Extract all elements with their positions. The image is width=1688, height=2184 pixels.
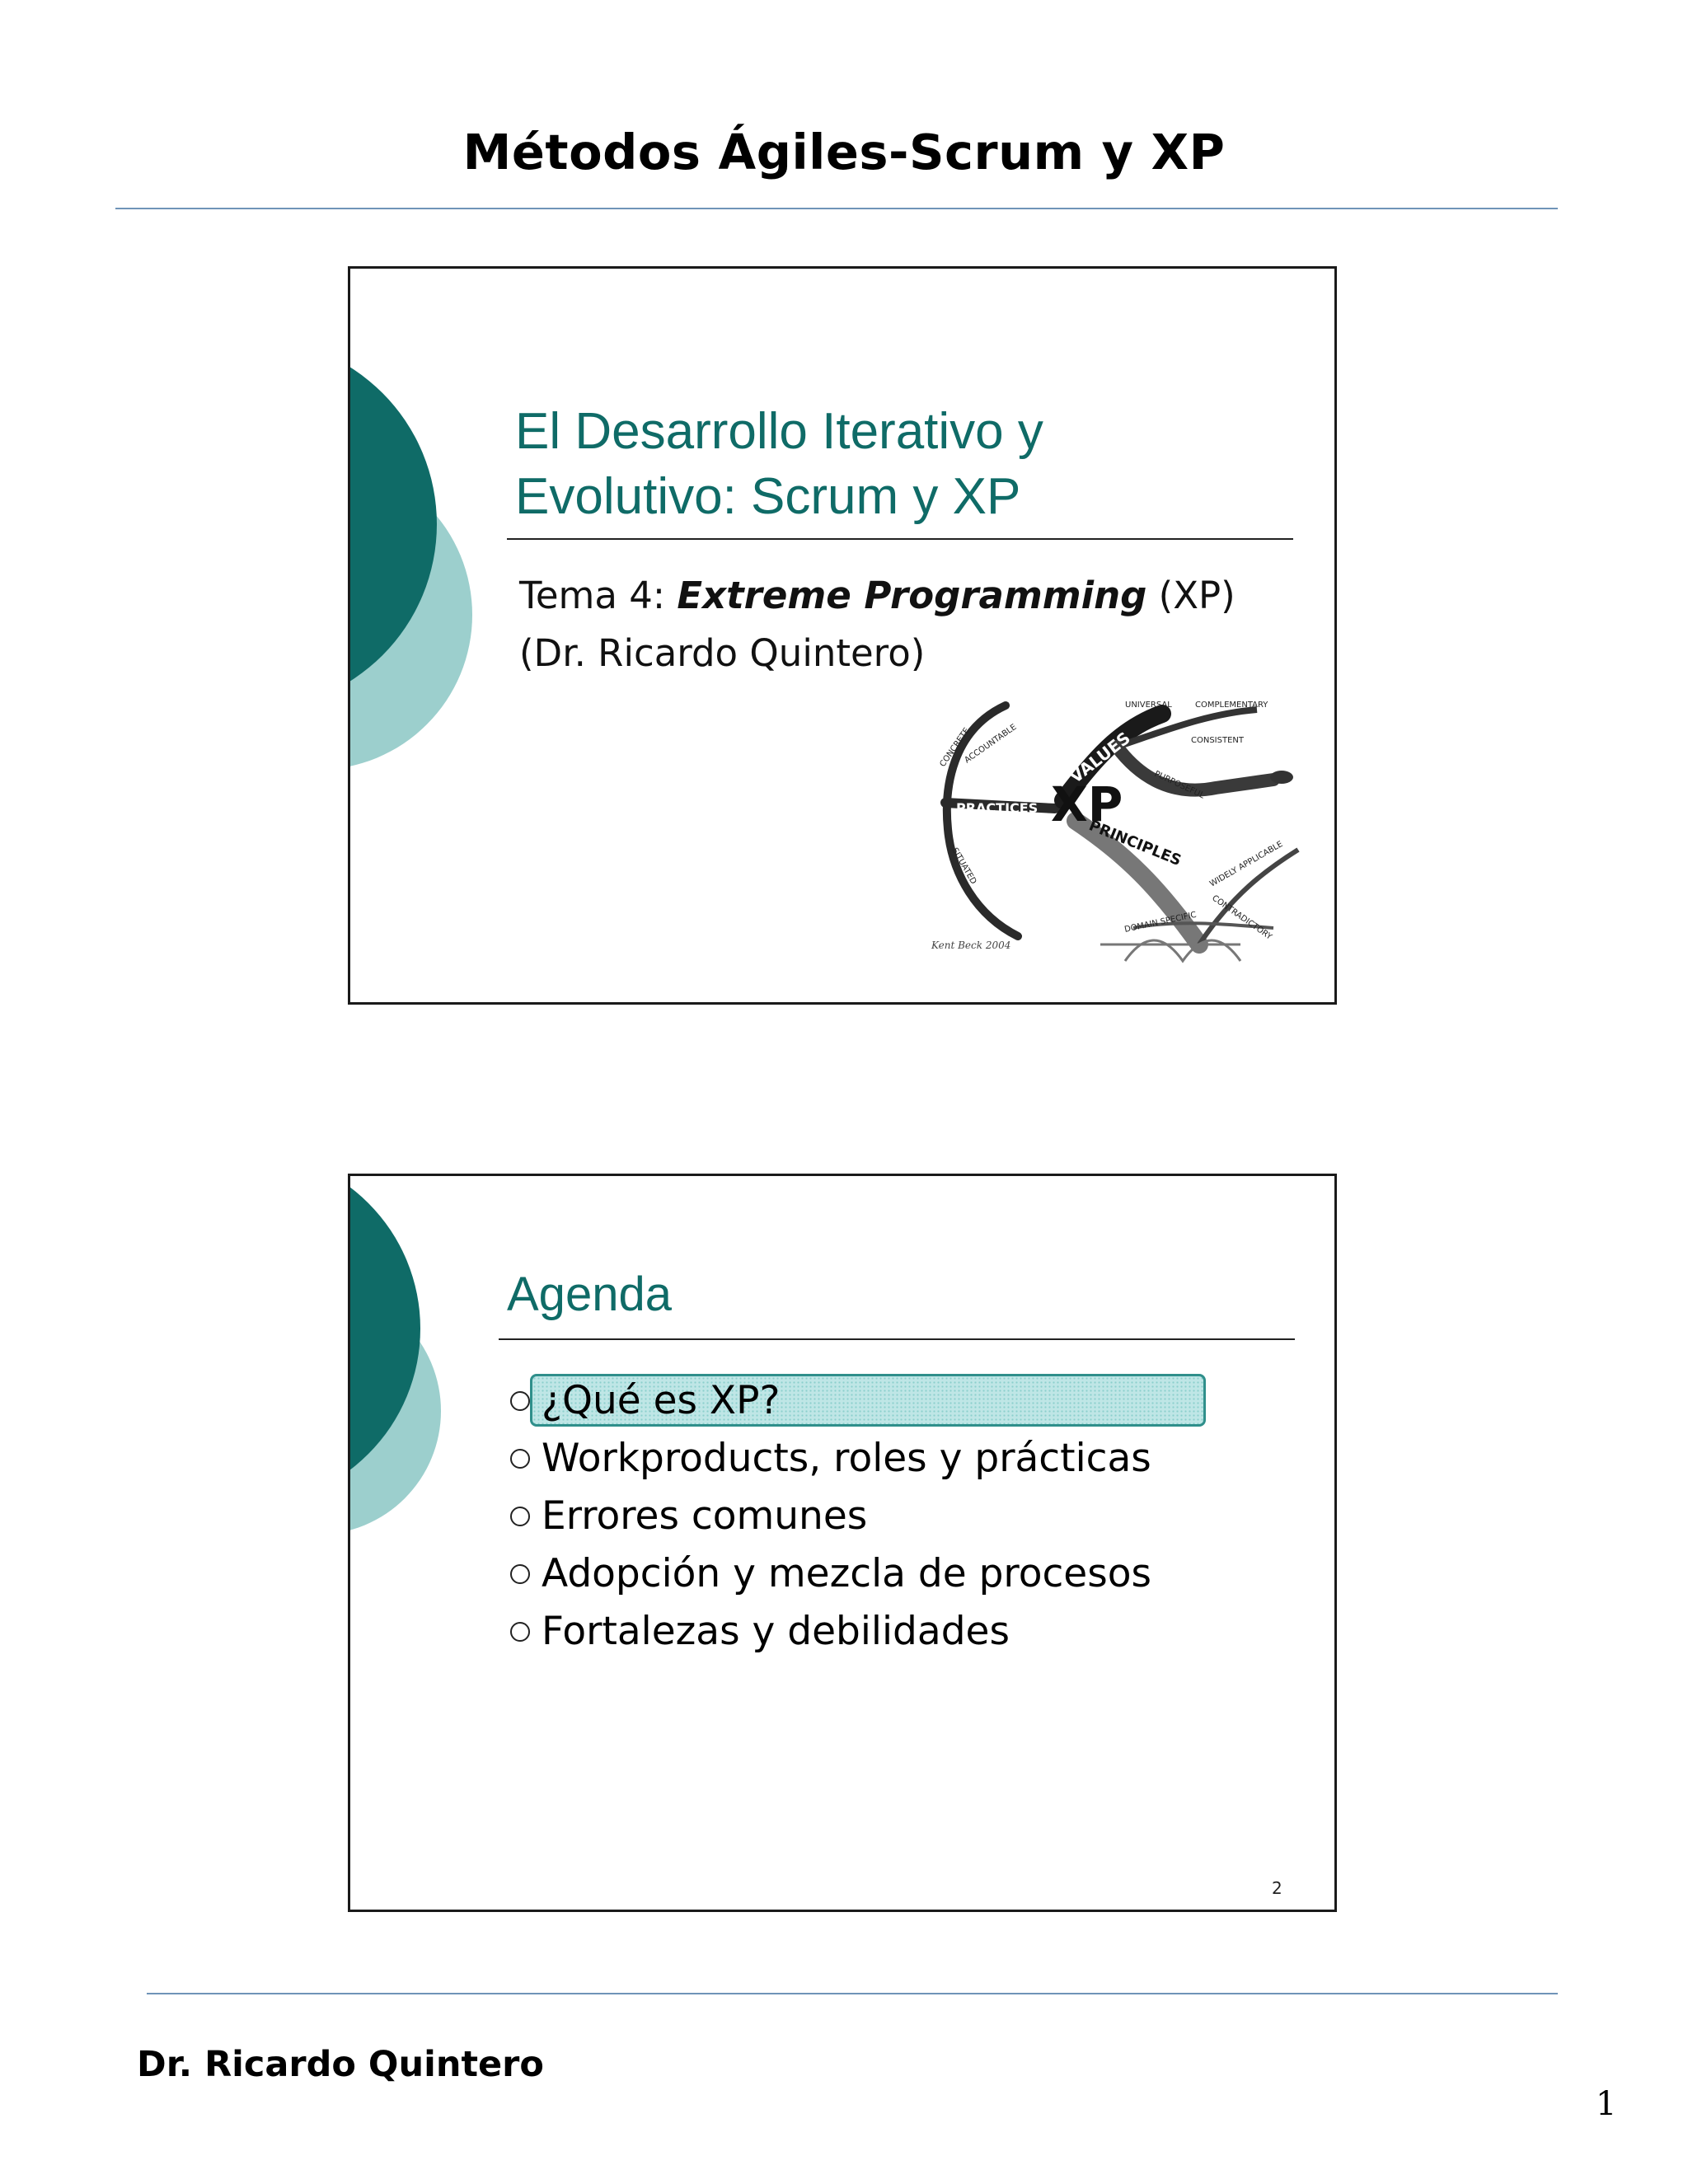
subtitle-line2: (Dr. Ricardo Quintero)	[519, 631, 926, 675]
agenda-list	[507, 1372, 1151, 1661]
agenda-item[interactable]	[507, 1545, 1151, 1603]
agenda-item[interactable]	[507, 1603, 1151, 1661]
mindmap-universal-label: UNIVERSAL	[1125, 701, 1172, 710]
slide-1-title-line2: Evolutivo: Scrum y XP	[515, 468, 1021, 525]
subtitle-suffix: (XP)	[1146, 574, 1236, 617]
slide-1	[348, 266, 1337, 1005]
footer-rule	[147, 1993, 1558, 1994]
mindmap-complementary-label: COMPLEMENTARY	[1195, 701, 1268, 710]
mindmap-principles-label: PRINCIPLES	[1086, 817, 1184, 870]
circle-bullet-icon	[510, 1391, 530, 1411]
slide-2-decoration	[350, 1176, 482, 1912]
agenda-item-label: Workproducts, roles y prácticas	[542, 1436, 1151, 1481]
page-number: 1	[1596, 2085, 1617, 2123]
agenda-item-label: Fortalezas y debilidades	[542, 1609, 1010, 1654]
footer-author: Dr. Ricardo Quintero	[137, 2044, 544, 2085]
mindmap-widely-applicable-label: WIDELY APPLICABLE	[1208, 839, 1285, 889]
slide-1-decoration	[350, 269, 482, 1005]
mindmap-practices-label: PRACTICES	[956, 800, 1039, 816]
agenda-item[interactable]	[507, 1372, 1151, 1430]
mindmap-situated-label: SITUATED	[950, 846, 978, 886]
circle-bullet-icon	[510, 1507, 530, 1526]
circle-bullet-icon	[510, 1449, 530, 1469]
agenda-item[interactable]	[507, 1430, 1151, 1488]
header-rule	[115, 208, 1558, 209]
slide-2	[348, 1174, 1337, 1912]
mindmap-domain-specific-label: DOMAIN SPECIFIC	[1123, 910, 1198, 935]
slide-2-title-rule	[499, 1338, 1295, 1340]
subtitle-emphasis: Extreme Programming	[677, 574, 1147, 617]
slide-1-title-line1: El Desarrollo Iterativo y	[515, 403, 1043, 460]
mindmap-values-label: VALUES	[1066, 728, 1134, 787]
circle-bullet-icon	[510, 1622, 530, 1642]
circle-bullet-icon	[510, 1564, 530, 1584]
agenda-item-label: Errores comunes	[542, 1493, 868, 1539]
slide-1-title-rule	[507, 538, 1293, 540]
agenda-item[interactable]	[507, 1488, 1151, 1545]
page-header-title: Métodos Ágiles-Scrum y XP	[462, 124, 1226, 180]
mindmap-concrete-label: CONCRETE	[938, 726, 973, 769]
xp-mindmap-illustration	[927, 697, 1315, 977]
subtitle-prefix: Tema 4:	[519, 574, 678, 617]
mindmap-purposeful-label: PURPOSEFUL	[1152, 769, 1206, 801]
slide-1-title	[515, 399, 1257, 529]
agenda-item-label: ¿Qué es XP?	[542, 1378, 781, 1423]
slide-1-subtitle	[519, 567, 1302, 682]
mindmap-consistent-label: CONSISTENT	[1191, 736, 1244, 745]
mindmap-accountable-label: ACCOUNTABLE	[963, 722, 1019, 766]
mindmap-contradictory-label: CONTRADICTORY	[1210, 893, 1273, 942]
slide-number: 2	[1272, 1878, 1282, 1898]
agenda-item-label: Adopción y mezcla de procesos	[542, 1551, 1151, 1596]
mindmap-signature: Kent Beck 2004	[931, 940, 1011, 951]
mindmap-center-label: XP	[1051, 776, 1123, 832]
slide-2-title: Agenda	[507, 1268, 672, 1321]
